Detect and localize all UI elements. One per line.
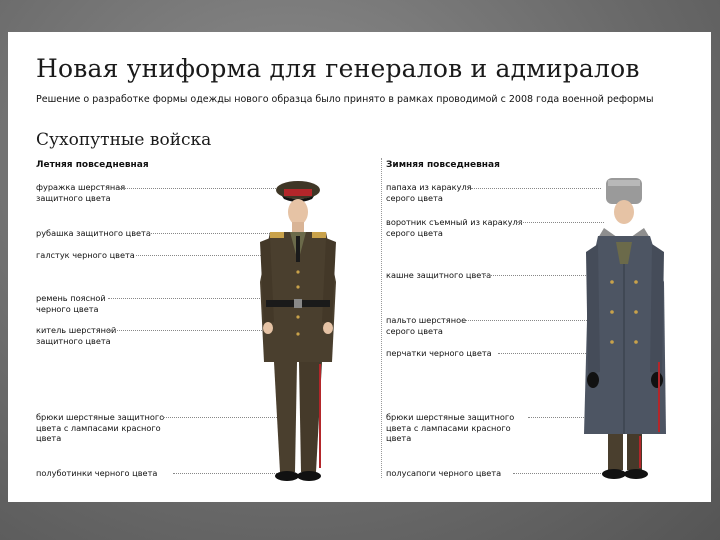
leader-line: [108, 330, 268, 331]
winter-label-papakha: папаха из каракуля серого цвета: [386, 182, 472, 203]
summer-heading: Летняя повседневная: [36, 160, 149, 170]
winter-label-gloves: перчатки черного цвета: [386, 348, 492, 358]
column-divider: [381, 158, 382, 478]
page-title: Новая униформа для генералов и адмиралов: [36, 54, 640, 83]
summer-label-shirt: рубашка защитного цвета: [36, 228, 151, 238]
winter-heading: Зимняя повседневная: [386, 160, 500, 170]
summer-label-tunic: китель шерстяной защитного цвета: [36, 325, 117, 346]
summer-label-trousers: брюки шерстяные защитного цвета с лампасами красного цвета: [36, 412, 165, 443]
winter-uniform-figure: [578, 172, 678, 487]
summer-uniform-figure: [246, 172, 346, 487]
summer-label-tie: галстук черного цвета: [36, 250, 135, 260]
summer-label-shoes: полуботинки черного цвета: [36, 468, 158, 478]
slide: [8, 32, 711, 502]
winter-label-collar: воротник съемный из каракуля серого цвета: [386, 217, 523, 238]
winter-label-scarf: кашне защитного цвета: [386, 270, 492, 280]
summer-label-belt: ремень поясной черного цвета: [36, 293, 106, 314]
leader-line: [498, 353, 588, 354]
winter-label-boots: полусапоги черного цвета: [386, 468, 502, 478]
section-title: Сухопутные войска: [36, 130, 212, 150]
page-subtitle: Решение о разработке формы одежды нового образца было принято в рамках проводимой с 2008 года военной реформы: [36, 94, 654, 105]
winter-label-coat: пальто шерстяное серого цвета: [386, 315, 467, 336]
winter-label-trousers: брюки шерстяные защитного цвета с лампасами красного цвета: [386, 412, 515, 443]
summer-label-cap: фуражка шерстяная защитного цвета: [36, 182, 126, 203]
